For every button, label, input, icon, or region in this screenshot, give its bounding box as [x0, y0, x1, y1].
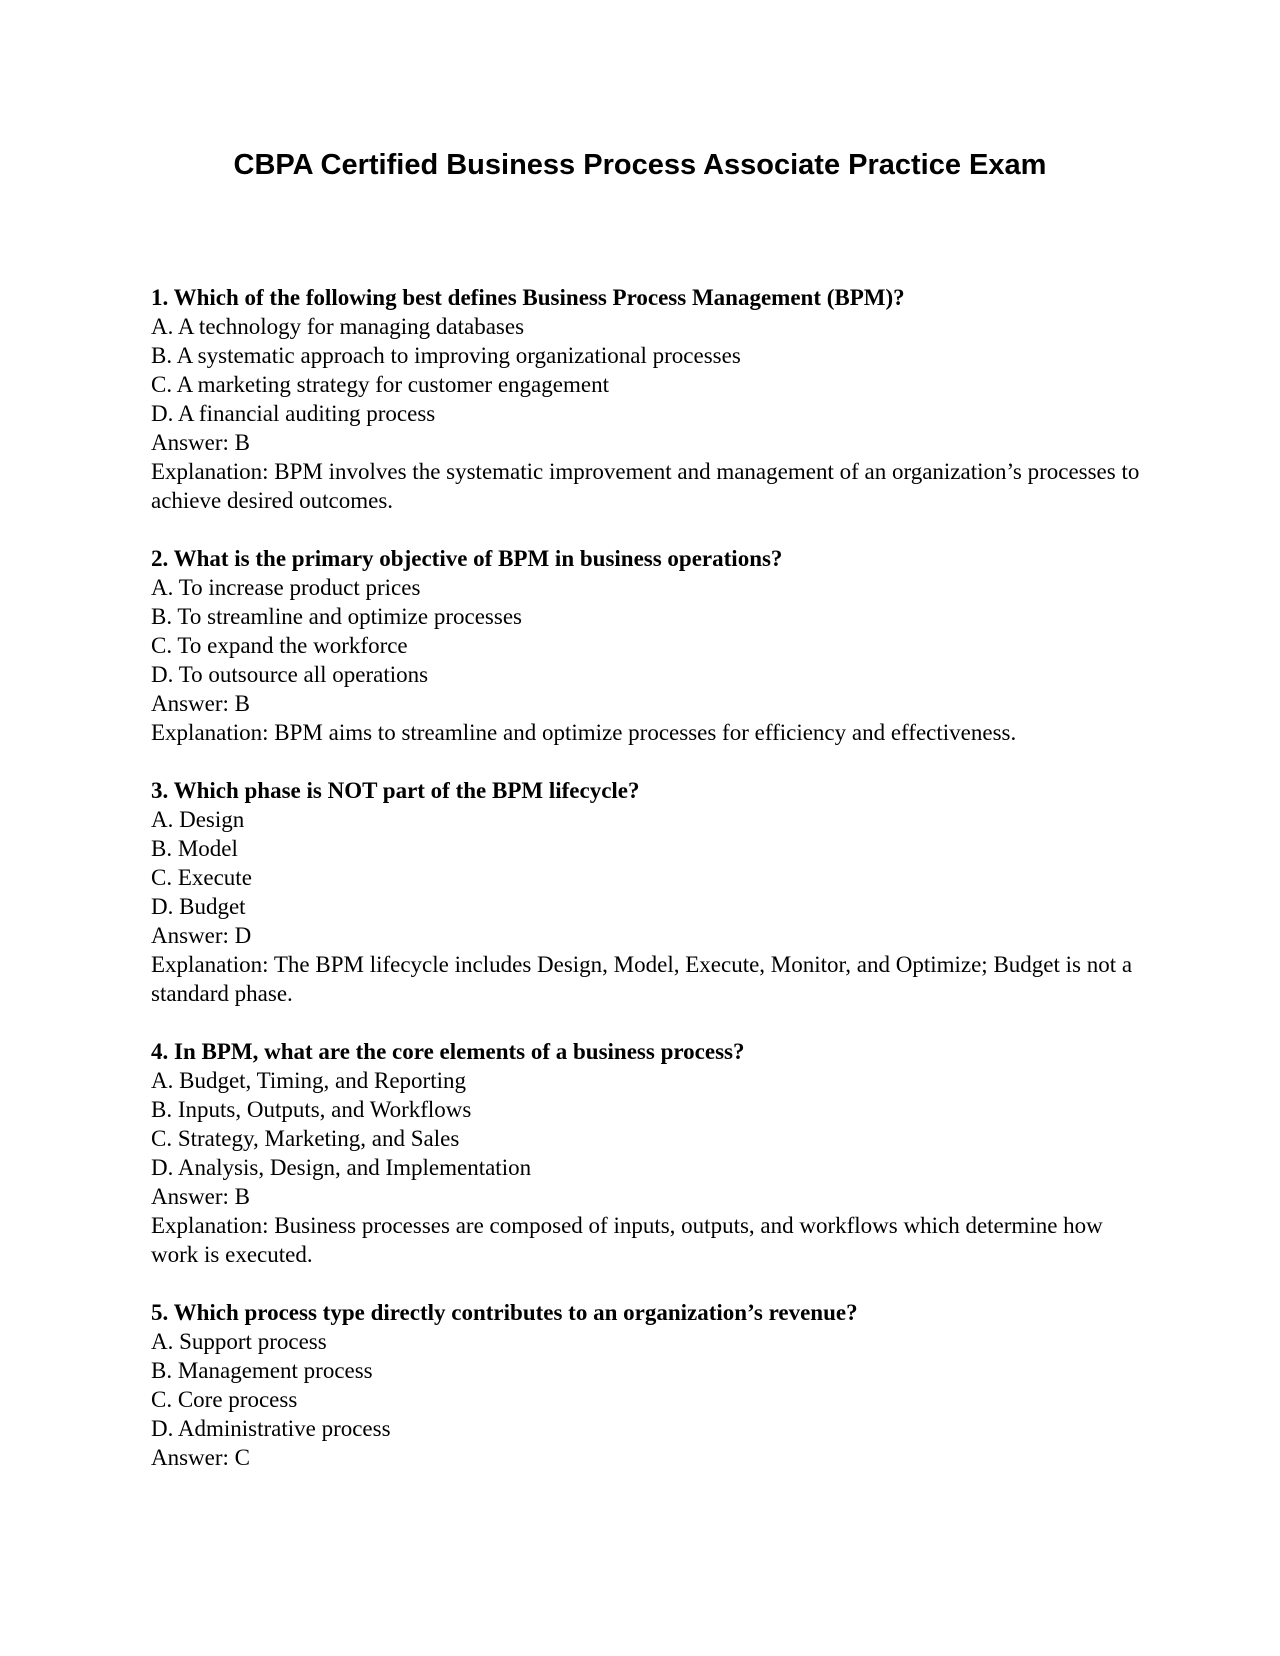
option-d: D. Budget — [151, 894, 246, 919]
question-3 — [151, 776, 1151, 1008]
option-b: B. Inputs, Outputs, and Workflows — [151, 1097, 472, 1122]
option-c: C. Core process — [151, 1387, 298, 1412]
option-a: A. Support process — [151, 1329, 327, 1354]
question-text: 1. Which of the following best defines Business Process Management (BPM)? — [151, 285, 905, 310]
option-b: B. Model — [151, 836, 238, 861]
option-d: D. Analysis, Design, and Implementation — [151, 1155, 532, 1180]
question-text: 3. Which phase is NOT part of the BPM lifecycle? — [151, 778, 640, 803]
answer: Answer: B — [151, 1184, 251, 1209]
question-text: 5. Which process type directly contributes to an organization’s revenue? — [151, 1300, 858, 1325]
option-d: D. Administrative process — [151, 1416, 391, 1441]
option-d: D. To outsource all operations — [151, 662, 429, 687]
option-c: C. Execute — [151, 865, 252, 890]
question-2 — [151, 544, 1151, 747]
answer: Answer: D — [151, 923, 252, 948]
explanation: Explanation: Business processes are composed of inputs, outputs, and workflows which determine how work is executed. — [151, 1213, 1103, 1267]
option-a: A. A technology for managing databases — [151, 314, 525, 339]
answer: Answer: B — [151, 430, 251, 455]
question-list — [151, 283, 1151, 1501]
answer: Answer: C — [151, 1445, 251, 1470]
option-c: C. A marketing strategy for customer engagement — [151, 372, 609, 397]
explanation: Explanation: The BPM lifecycle includes Design, Model, Execute, Monitor, and Optimize; Budget is not a standard phase. — [151, 952, 1133, 1006]
question-text: 4. In BPM, what are the core elements of a business process? — [151, 1039, 745, 1064]
option-b: B. To streamline and optimize processes — [151, 604, 522, 629]
option-c: C. To expand the workforce — [151, 633, 408, 658]
option-a: A. Budget, Timing, and Reporting — [151, 1068, 466, 1093]
option-d: D. A financial auditing process — [151, 401, 436, 426]
option-b: B. A systematic approach to improving organizational processes — [151, 343, 741, 368]
explanation: Explanation: BPM involves the systematic improvement and management of an organization’s processes to achieve desired outcomes. — [151, 459, 1140, 513]
option-c: C. Strategy, Marketing, and Sales — [151, 1126, 460, 1151]
answer: Answer: B — [151, 691, 251, 716]
option-a: A. To increase product prices — [151, 575, 421, 600]
option-b: B. Management process — [151, 1358, 373, 1383]
question-text: 2. What is the primary objective of BPM in business operations? — [151, 546, 783, 571]
question-1 — [151, 283, 1151, 515]
option-a: A. Design — [151, 807, 245, 832]
page-title: CBPA Certified Business Process Associate Practice Exam — [233, 149, 1047, 181]
question-4 — [151, 1037, 1151, 1269]
explanation: Explanation: BPM aims to streamline and optimize processes for efficiency and effectiveness. — [151, 720, 1017, 745]
question-5 — [151, 1298, 1151, 1472]
